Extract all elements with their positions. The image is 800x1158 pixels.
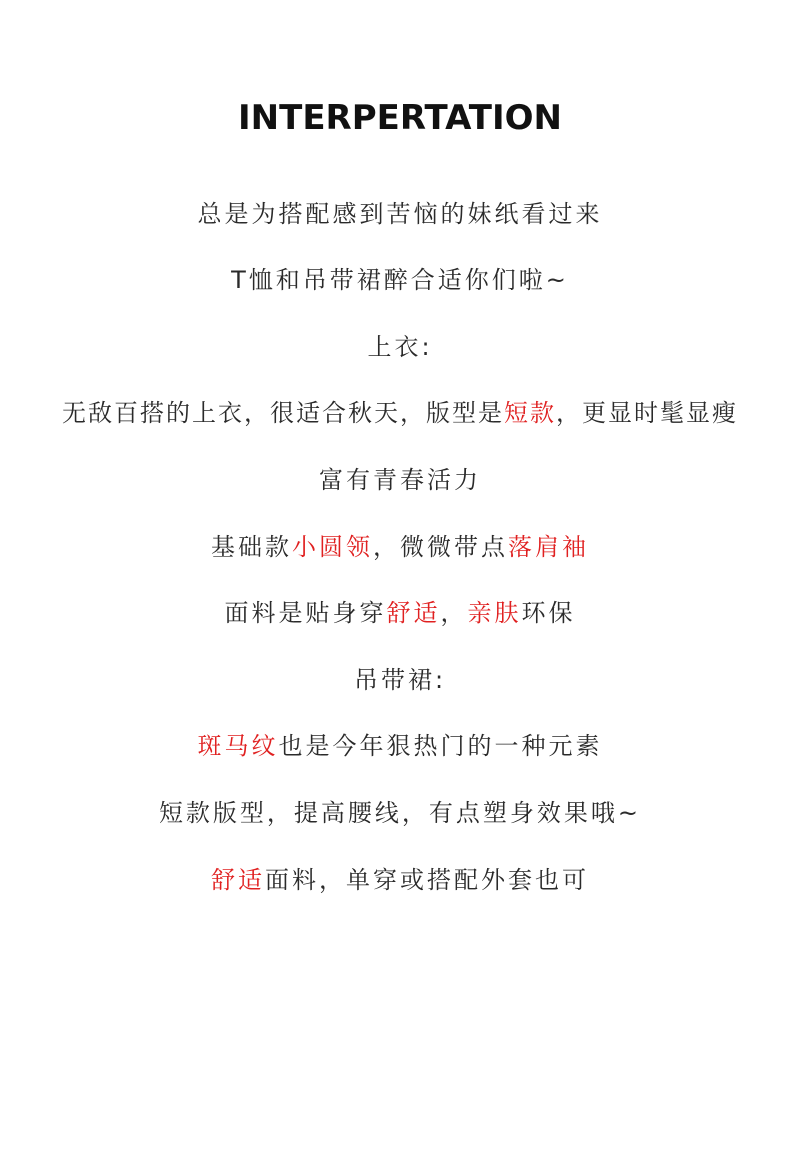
dress-description-line-2 bbox=[0, 793, 800, 828]
text-segment: ，微微带点 bbox=[373, 533, 508, 561]
top-heading bbox=[0, 327, 800, 362]
text-segment: 基础款 bbox=[211, 533, 292, 561]
text-segment: ，更显时髦显瘦 bbox=[556, 399, 738, 427]
text-segment: 富有青春活力 bbox=[319, 466, 481, 494]
dress-description-line-3 bbox=[0, 860, 800, 895]
highlight-short-style: 短款 bbox=[504, 399, 556, 427]
highlight-drop-shoulder: 落肩袖 bbox=[508, 533, 589, 561]
highlight-round-collar: 小圆领 bbox=[292, 533, 373, 561]
highlight-skin-friendly: 亲肤 bbox=[467, 599, 522, 627]
top-description-line-1 bbox=[0, 393, 800, 428]
text-segment: 也是今年狠热门的一种元素 bbox=[278, 732, 603, 760]
text-segment: 吊带裙: bbox=[353, 666, 447, 694]
text-segment: 面料是贴身穿 bbox=[224, 599, 387, 627]
intro-line-1 bbox=[0, 194, 800, 229]
highlight-comfortable-fabric: 舒适 bbox=[211, 866, 265, 894]
text-segment: 上衣: bbox=[367, 333, 433, 361]
text-segment: T恤和吊带裙醉合适你们啦~ bbox=[231, 266, 569, 294]
top-description-line-4 bbox=[0, 593, 800, 628]
highlight-comfortable: 舒适 bbox=[386, 599, 441, 627]
text-segment: 总是为搭配感到苦恼的妹纸看过来 bbox=[197, 200, 603, 228]
text-segment: ， bbox=[440, 599, 468, 627]
page-title: INTERPERTATION bbox=[238, 98, 562, 138]
dress-heading bbox=[0, 660, 800, 695]
text-segment: 面料，单穿或搭配外套也可 bbox=[265, 866, 589, 894]
dress-description-line-1 bbox=[0, 726, 800, 761]
top-description-line-2 bbox=[0, 460, 800, 495]
text-segment: 短款版型，提高腰线，有点塑身效果哦~ bbox=[158, 799, 642, 827]
highlight-zebra-print: 斑马纹 bbox=[197, 732, 279, 760]
text-segment: 无敌百搭的上衣，很适合秋天，版型是 bbox=[62, 399, 504, 427]
text-segment: 环保 bbox=[521, 599, 576, 627]
intro-line-2 bbox=[0, 260, 800, 295]
top-description-line-3 bbox=[0, 527, 800, 562]
